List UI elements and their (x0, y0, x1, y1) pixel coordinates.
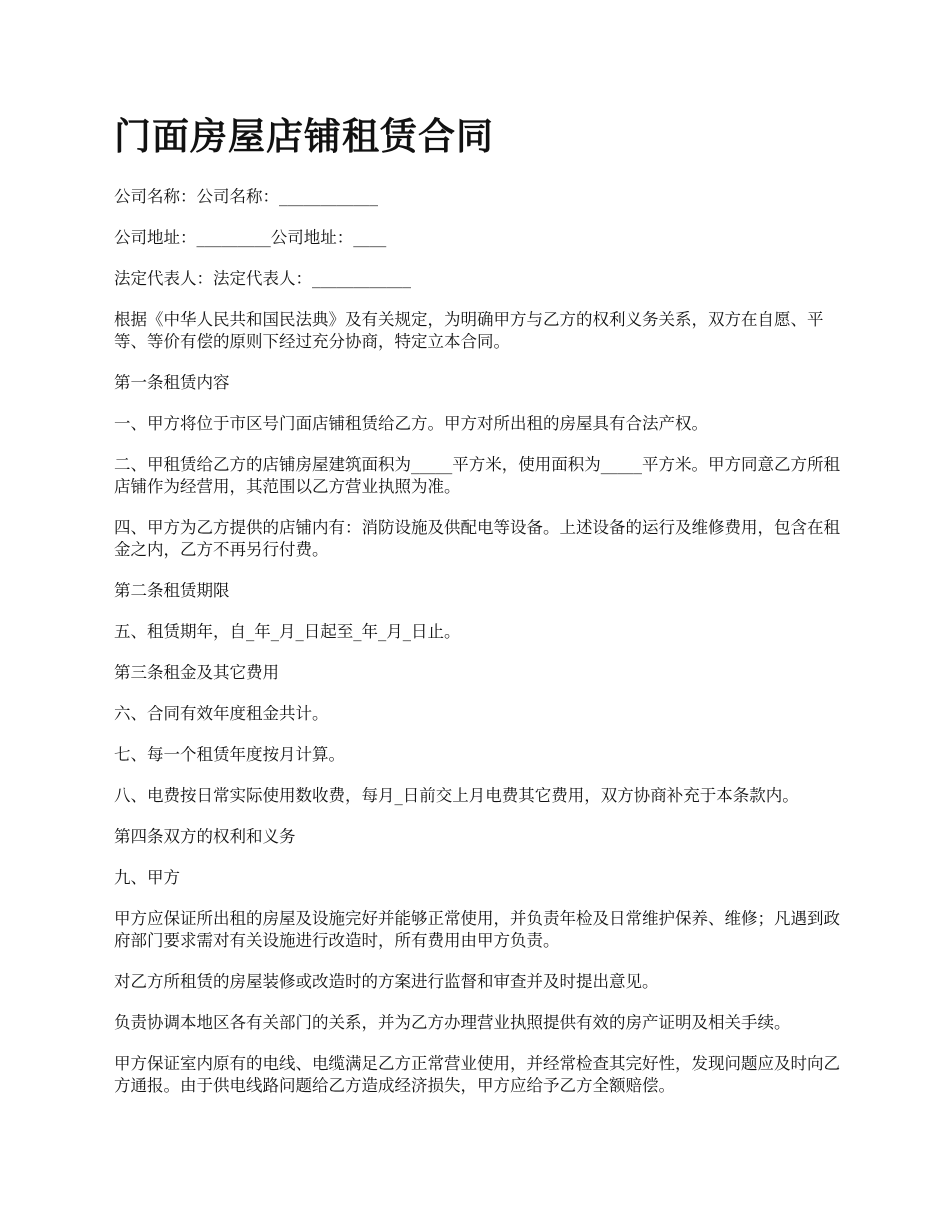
clause-2: 二、甲租赁给乙方的店铺房屋建筑面积为_____平方米，使用面积为_____平方米。甲方同意乙方所租店铺作为经营用，其范围以乙方营业执照为准。 (114, 455, 840, 496)
company-address-line: 公司地址：_________公司地址：____ (114, 228, 387, 247)
section-heading-2: 第二条租赁期限 (114, 581, 230, 600)
clause-5: 五、租赁期年，自_年_月_日起至_年_月_日止。 (114, 622, 461, 641)
section-heading-4: 第四条双方的权利和义务 (114, 827, 296, 846)
clause-9: 九、甲方 (114, 868, 180, 887)
clause-7: 七、每一个租赁年度按月计算。 (114, 745, 345, 764)
party-a-obligation-2: 对乙方所租赁的房屋装修或改造时的方案进行监督和审查并及时提出意见。 (114, 972, 659, 991)
preamble-paragraph: 根据《中华人民共和国民法典》及有关规定，为明确甲方与乙方的权利义务关系，双方在自愿、平等、等价有偿的原则下经过充分协商，特定立本合同。 (114, 310, 824, 351)
company-name-line: 公司名称：公司名称：____________ (114, 187, 378, 206)
document-body (114, 186, 840, 1097)
clause-1: 一、甲方将位于市区号门面店铺租赁给乙方。甲方对所出租的房屋具有合法产权。 (114, 414, 708, 433)
party-a-obligation-3: 负责协调本地区各有关部门的关系，并为乙方办理营业执照提供有效的房产证明及相关手续。 (114, 1013, 791, 1032)
section-heading-1: 第一条租赁内容 (114, 373, 230, 392)
clause-8: 八、电费按日常实际使用数收费，每月_日前交上月电费其它费用，双方协商补充于本条款内。 (114, 786, 799, 805)
party-a-obligation-4: 甲方保证室内原有的电线、电缆满足乙方正常营业使用，并经常检查其完好性，发现问题应及时向乙方通报。由于供电线路问题给乙方造成经济损失，甲方应给予乙方全额赔偿。 (114, 1054, 840, 1095)
clause-6: 六、合同有效年度租金共计。 (114, 704, 329, 723)
document-title: 门面房屋店铺租赁合同 (114, 114, 494, 158)
party-a-obligation-1: 甲方应保证所出租的房屋及设施完好并能够正常使用，并负责年检及日常维护保养、维修；凡遇到政府部门要求需对有关设施进行改造时，所有费用由甲方负责。 (114, 909, 840, 950)
section-heading-3: 第三条租金及其它费用 (114, 663, 279, 682)
clause-4: 四、甲方为乙方提供的店铺内有：消防设施及供配电等设备。上述设备的运行及维修费用，包含在租金之内，乙方不再另行付费。 (114, 518, 840, 559)
legal-representative-line: 法定代表人：法定代表人：____________ (114, 269, 411, 288)
